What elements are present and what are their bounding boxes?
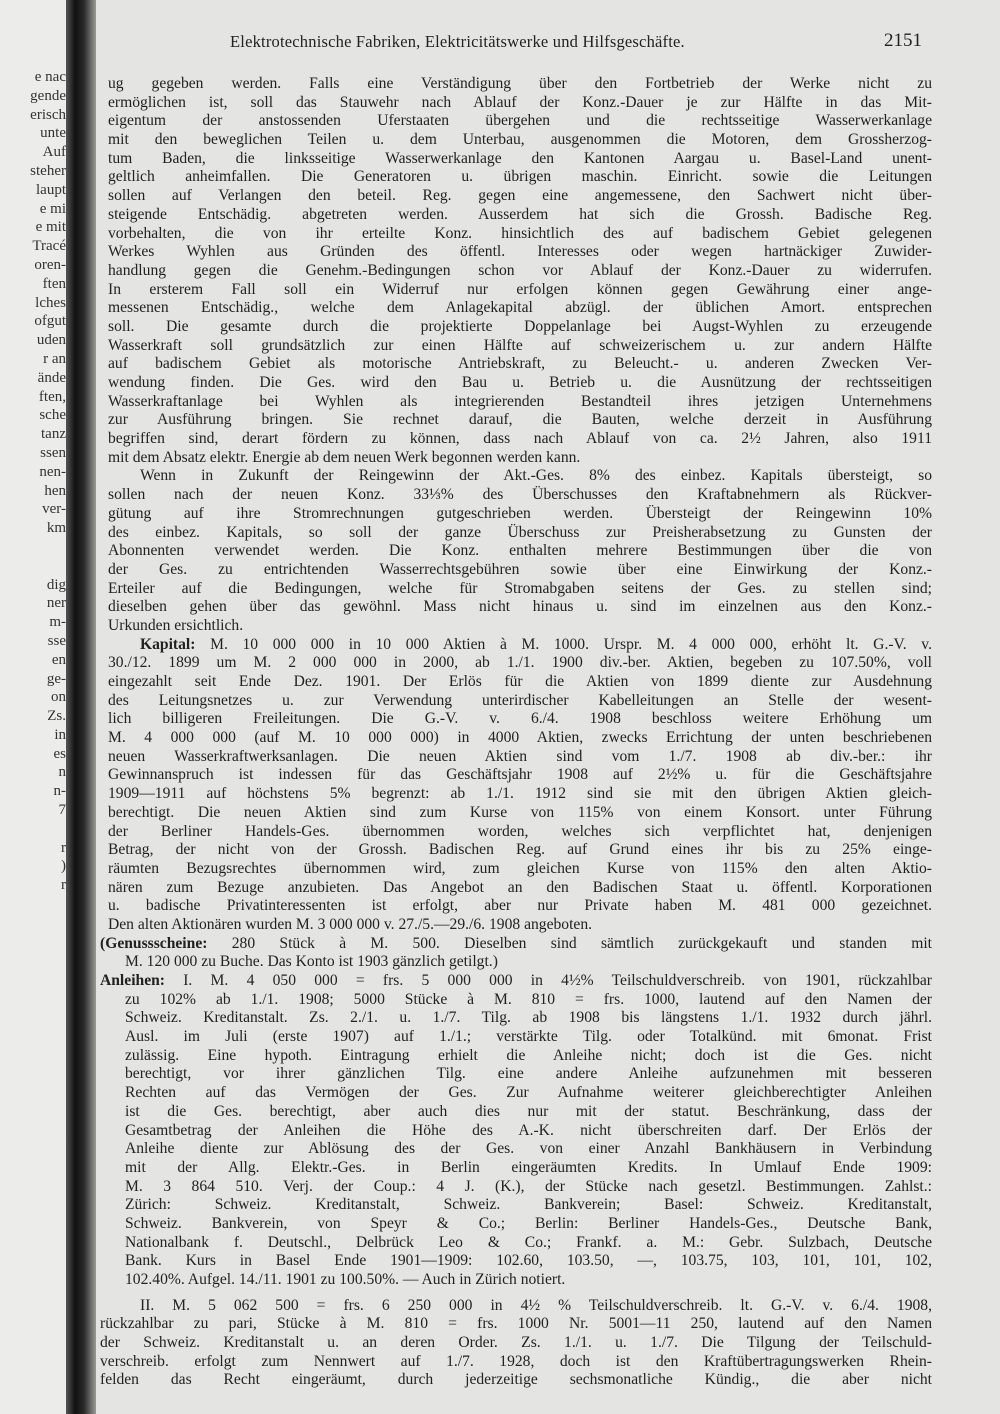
text-line bbox=[108, 206, 932, 225]
margin-fragment: sse bbox=[47, 632, 66, 649]
line-text: Anleihe diente zur Ablösung des der Ges. von einer Anzahl Bankhäusern in Verbindung bbox=[125, 1140, 932, 1158]
text-line bbox=[100, 972, 932, 991]
running-head: Elektrotechnische Fabriken, Elektricitätswerke und Hilfsgeschäfte. bbox=[230, 32, 685, 51]
line-text: In ersterem Fall soll ein Widerruf nur erfolgen können gegen Gewährung einer ange- bbox=[108, 280, 932, 298]
text-line bbox=[108, 337, 932, 356]
text-line bbox=[108, 393, 932, 412]
margin-fragment bbox=[0, 557, 66, 576]
line-text: der Ges. zu entrichtenden Wasserrechtsgebühren sowie über eine Einwirkung der Konz.- bbox=[108, 560, 932, 578]
line-text: der Schweiz. Kreditanstalt u. an deren Order. Zs. 1./1. u. 1./7. Die Tilgung der Teilschuld- bbox=[100, 1334, 932, 1352]
text-line bbox=[108, 299, 932, 318]
line-text: zu 102% ab 1./1. 1908; 5000 Stücke à M. 810 = frs. 1000, lautend auf den Namen der bbox=[125, 990, 932, 1008]
line-text: Gesamtbetrag der Anleihen die Höhe des A.-K. nicht überschreiten darf. Der Erlös der bbox=[125, 1121, 932, 1139]
text-line bbox=[108, 542, 932, 561]
line-text: Schweiz. Bankverein, von Speyr & Co.; Berlin: Berliner Handels-Ges., Deutsche Bank, bbox=[125, 1214, 932, 1232]
text-line bbox=[108, 225, 932, 244]
text-line bbox=[108, 112, 932, 131]
text-line bbox=[108, 1234, 932, 1253]
margin-fragment: steher bbox=[30, 162, 66, 179]
line-text: tum Baden, die linksseitige Wasserwerkanlage den Kantonen Aargau u. Basel-Land unent- bbox=[108, 149, 932, 167]
line-text: Werkes Wyhlen aus Gründen des öffentl. Interesses oder wegen hartnäckiger Zuwider- bbox=[108, 243, 932, 261]
text-line bbox=[108, 1178, 932, 1197]
text-line bbox=[108, 355, 932, 374]
text-line bbox=[108, 748, 932, 767]
text-line bbox=[108, 467, 932, 486]
line-text: Wenn in Zukunft der Reingewinn der Akt.-Ges. 8% des einbez. Kapitals übersteigt, so bbox=[140, 467, 932, 485]
margin-fragment: ften bbox=[42, 275, 66, 292]
text-line bbox=[108, 1084, 932, 1103]
margin-fragment: r an bbox=[43, 350, 66, 367]
text-line bbox=[108, 953, 932, 972]
text-line bbox=[108, 823, 932, 842]
text-line bbox=[100, 1371, 932, 1390]
text-line bbox=[100, 1315, 932, 1334]
margin-fragment bbox=[0, 538, 66, 557]
text-line bbox=[100, 935, 932, 954]
line-text: Nationalbank f. Deutschl., Delbrück Leo & Co.; Frankf. a. M.: Gebr. Sulzbach, Deutsche bbox=[125, 1233, 932, 1251]
line-text: u. badische Privatinteressenten ist erfolgt, aber nur Private haben M. 481 000 gezeichnet. bbox=[108, 897, 932, 915]
line-text: 1909—1911 auf höchstens 5% begrenzt: ab 1./1. 1912 sind sie mit den übrigen Aktien gleich- bbox=[108, 785, 932, 803]
line-text: sollen nach der neuen Konz. 33⅓% des Überschusses den Kraftabnehmern als Rückver- bbox=[108, 486, 932, 504]
line-text: Betrag, der nicht von der Grossh. Badischen Reg. auf Grund eines ihr bis zu 25% einge- bbox=[108, 841, 932, 859]
line-text: Urkunden ersichtlich. bbox=[108, 616, 244, 634]
text-line bbox=[108, 524, 932, 543]
margin-fragment: ge- bbox=[46, 670, 66, 687]
text-line bbox=[108, 897, 932, 916]
text-line bbox=[108, 729, 932, 748]
line-text: I. M. 4 050 000 = frs. 5 000 000 in 4½% Teilschuldverschreib. von 1901, rückzahlbar bbox=[164, 972, 932, 989]
line-text: 102.40%. Aufgel. 14./11. 1901 zu 100.50%. — Auch in Zürich notiert. bbox=[125, 1271, 566, 1288]
text-line bbox=[108, 860, 932, 879]
text-line bbox=[108, 75, 932, 94]
text-line bbox=[108, 598, 932, 617]
margin-fragment: gende bbox=[30, 87, 66, 104]
line-text: felden das Recht eingeräumt, durch jederzeitige sechsmonatliche Kündig., die aber nicht bbox=[100, 1371, 932, 1389]
margin-fragment: ver- bbox=[42, 501, 66, 518]
margin-fragment: r bbox=[61, 877, 66, 894]
line-text: des einbez. Kapitals, so soll der ganze Überschuss zur Preisherabsetzung zu Gunsten der bbox=[108, 523, 932, 541]
text-line bbox=[108, 94, 932, 113]
text-line bbox=[108, 991, 932, 1010]
section-lead: (Genussscheine: bbox=[100, 934, 208, 952]
margin-fragment: laupt bbox=[36, 181, 66, 198]
text-line bbox=[108, 766, 932, 785]
previous-page-fragment bbox=[0, 0, 70, 1414]
text-line bbox=[100, 1334, 932, 1353]
text-line bbox=[108, 1103, 932, 1122]
text-line bbox=[108, 804, 932, 823]
margin-fragment: hen bbox=[44, 482, 66, 499]
line-text: ermöglichen ist, soll das Stauwehr nach Ablauf der Konz.-Dauer je zur Hälfte in das Mit- bbox=[108, 93, 932, 111]
line-text: messenen Entschädig., welche dem Anlagekapital abzügl. der üblichen Amort. entsprechen bbox=[108, 299, 932, 317]
page-body-text bbox=[100, 75, 932, 1390]
line-text: neuen Wasserkraftwerksanlagen. Die neuen Aktien sind vom 1./7. 1908 ab div.-ber.: ihr bbox=[108, 747, 932, 765]
line-text: 30./12. 1899 um M. 2 000 000 in 2000, ab 1./1. 1900 div.-ber. Aktien, begeben zu 107.50%, voll bbox=[108, 654, 932, 672]
margin-fragment: ssen bbox=[40, 444, 66, 461]
line-text: sollen auf Verlangen den beteil. Reg. gegen eine angemessene, den Sachwert nicht über- bbox=[108, 187, 932, 205]
line-text: eigentum der anstossenden Uferstaaten übergehen und die rechtsseitige Wasserwerkanlage bbox=[108, 112, 932, 130]
line-text: Bank. Kurs in Basel Ende 1901—1909: 102.60, 103.50, —, 103.75, 103, 101, 101, 102, bbox=[125, 1252, 932, 1270]
margin-fragment: erisch bbox=[30, 106, 66, 123]
margin-fragment: 7 bbox=[58, 802, 66, 819]
line-text: zur Ausführung bringen. Sie rechnet darauf, die Bauten, welche derzeit in Ausführung bbox=[108, 411, 932, 429]
margin-fragment: n bbox=[58, 764, 66, 781]
line-text: handlung gegen die Genehm.-Bedingungen schon vor Ablauf der Konz.-Dauer zu widerrufen. bbox=[108, 261, 932, 279]
margin-fragment: m- bbox=[49, 614, 66, 631]
line-text: Gewinnanspruch ist indessen für das Geschäftsjahr 1908 auf 2½% u. für die Geschäftsjahre bbox=[108, 766, 932, 784]
text-line bbox=[108, 1252, 932, 1271]
margin-fragment: in bbox=[54, 726, 66, 743]
margin-fragment: en bbox=[51, 651, 66, 668]
margin-fragment: e nac bbox=[34, 69, 66, 85]
text-line bbox=[108, 374, 932, 393]
margin-fragment: ften, bbox=[38, 388, 66, 405]
text-line bbox=[108, 411, 932, 430]
text-line bbox=[108, 841, 932, 860]
line-text: Erteiler auf die Bedingungen, welche für Stromabgaben seitens der Ges. zu stellen sind; bbox=[108, 579, 932, 597]
text-line bbox=[108, 710, 932, 729]
margin-fragment: on bbox=[51, 689, 66, 706]
text-line bbox=[108, 243, 932, 262]
margin-fragment: oren- bbox=[34, 256, 66, 273]
line-text: Ausl. im Juli (erste 1907) auf 1./1.; verstärkte Tilg. oder Totalkünd. mit 6monat. Frist bbox=[125, 1028, 932, 1046]
text-line bbox=[108, 505, 932, 524]
line-text: M. 3 864 510. Verj. der Coup.: 4 J. (K.), der Stücke nach gesetzl. Bestimmungen. Zahlst.: bbox=[125, 1177, 932, 1195]
text-line bbox=[108, 1065, 932, 1084]
line-text: lich billigeren Freileitungen. Die G.-V. v. 6./4. 1908 beschloss weitere Erhöhung um bbox=[108, 710, 932, 728]
margin-fragment: ände bbox=[37, 369, 66, 386]
text-line bbox=[108, 1271, 932, 1290]
margin-fragment: r bbox=[61, 839, 66, 856]
text-line bbox=[108, 1009, 932, 1028]
text-line bbox=[108, 673, 932, 692]
margin-fragment: km bbox=[46, 520, 66, 537]
text-line bbox=[108, 1297, 932, 1316]
line-text: M. 10 000 000 in 10 000 Aktien à M. 1000. Urspr. M. 4 000 000, erhöht lt. G.-V. v. bbox=[195, 635, 932, 653]
margin-fragment: unte bbox=[40, 125, 66, 142]
margin-fragment: uden bbox=[36, 332, 66, 349]
margin-fragment: tanz bbox=[41, 426, 66, 443]
line-text: berechtigt, vor ihrer gänzlichen Tilg. eine andere Anleihe aufzunehmen mit besseren bbox=[125, 1065, 932, 1083]
text-line bbox=[108, 168, 932, 187]
line-text: Abonnenten verwendet werden. Die Konz. enthalten mehrere Bestimmungen über die von bbox=[108, 542, 932, 560]
text-line bbox=[108, 1159, 932, 1178]
margin-fragment: e mi bbox=[39, 200, 66, 217]
margin-fragment: Zs. bbox=[47, 708, 66, 725]
line-text: 280 Stück à M. 500. Dieselben sind sämtlich zurückgekauft und standen mit bbox=[207, 934, 932, 952]
text-line bbox=[108, 580, 932, 599]
line-text: steigende Entschädig. abgetreten werden. Ausserdem hat sich die Grossh. Badische Reg. bbox=[108, 205, 932, 223]
line-text: ist die Ges. berechtigt, aber auch dies nur mit der statut. Beschränkung, dass der bbox=[125, 1102, 932, 1120]
line-text: II. M. 5 062 500 = frs. 6 250 000 in 4½ % Teilschuldverschreib. lt. G.-V. v. 6./4. 1908, bbox=[140, 1296, 932, 1314]
line-text: soll. Die gesamte durch die projektierte Doppelanlage bei Augst-Wyhlen zu erzeugende bbox=[108, 317, 932, 335]
line-text: eingezahlt seit Ende Dez. 1901. Der Erlös für die Aktien von 1899 diente zur Ausdehnung bbox=[108, 673, 932, 690]
margin-fragment: Auf bbox=[42, 144, 66, 161]
margin-fragment: n- bbox=[53, 783, 66, 800]
book-binding-gutter bbox=[66, 0, 96, 1414]
line-text: M. 120 000 zu Buche. Das Konto ist 1903 gänzlich getilgt.) bbox=[125, 953, 498, 971]
line-text: gütung auf ihre Stromrechnungen gutgeschrieben werden. Übersteigt der Reingewinn 10% bbox=[108, 504, 932, 522]
text-line bbox=[108, 617, 932, 636]
line-text: verschreib. erfolgt zum Nennwert auf 1./7. 1928, doch ist den Kraftübertragungswerken Rhein- bbox=[100, 1352, 932, 1370]
previous-page-text bbox=[0, 68, 66, 895]
text-line bbox=[108, 318, 932, 337]
line-text: mit den beweglichen Teilen u. dem Unterbau, ausgenommen die Motoren, dem Grossherzog- bbox=[108, 131, 932, 149]
margin-fragment: ) bbox=[61, 858, 66, 875]
text-line bbox=[108, 561, 932, 580]
line-text: berechtigt. Die neuen Aktien sind zum Kurse von 115% von einem Konsort. unter Führung bbox=[108, 803, 932, 821]
line-text: vorbehalten, die von ihr erteilte Konz. hinsichtlich des auf badischem Gebiet gelegenen bbox=[108, 224, 932, 242]
line-text: Wasserkraftanlage bei Wyhlen als integrierenden Bestandteil ihres jetzigen Unternehmens bbox=[108, 392, 932, 410]
section-lead: Anleihen: bbox=[100, 972, 165, 989]
line-text: mit dem Absatz elektr. Energie ab dem neuen Werk begonnen werden kann. bbox=[108, 448, 581, 466]
text-line bbox=[108, 150, 932, 169]
text-line bbox=[108, 1196, 932, 1215]
margin-fragment: Tracé bbox=[32, 238, 66, 255]
margin-fragment: lches bbox=[35, 294, 66, 311]
margin-fragment bbox=[0, 820, 66, 839]
text-line bbox=[108, 1028, 932, 1047]
text-line bbox=[108, 486, 932, 505]
line-text: Zürich: Schweiz. Kreditanstalt, Schweiz. Bankverein; Basel: Schweiz. Kreditanstalt, bbox=[125, 1196, 932, 1214]
margin-fragment: dig bbox=[46, 576, 66, 593]
text-line bbox=[108, 262, 932, 281]
line-text: M. 4 000 000 (auf M. 10 000 000) in 4000 Aktien, zwecks Errichtung der unten beschriebenen bbox=[108, 729, 932, 747]
line-text: Schweiz. Kreditanstalt. Zs. 2./1. u. 1./7. Tilg. ab 1908 bis längstens 1./1. 1932 durch jährl. bbox=[125, 1009, 932, 1027]
line-text: Wasserkraft soll grundsätzlich zur einen Hälfte auf schweizerischem u. zur andern Hälfte bbox=[108, 336, 932, 354]
margin-fragment: ner bbox=[46, 595, 66, 612]
text-line bbox=[108, 449, 932, 468]
text-line bbox=[108, 281, 932, 300]
line-text: nären zum Bezuge anzubieten. Das Angebot an den Badischen Staat u. öffentl. Korporationen bbox=[108, 878, 932, 896]
text-line bbox=[108, 916, 932, 935]
text-line bbox=[108, 430, 932, 449]
text-line bbox=[108, 187, 932, 206]
text-line bbox=[108, 785, 932, 804]
line-text: Rechten auf das Vermögen der Ges. Zur Aufnahme weiterer gleichberechtigter Anleihen bbox=[125, 1084, 932, 1102]
margin-fragment: es bbox=[53, 745, 66, 762]
text-line bbox=[108, 131, 932, 150]
line-text: ug gegeben werden. Falls eine Verständigung über den Fortbetrieb der Werke nicht zu bbox=[108, 75, 932, 92]
line-text: dieselben gehen über das gewöhnl. Mass nicht hinaus u. sind im einzelnen aus den Konz.- bbox=[108, 598, 932, 616]
line-text: der Berliner Handels-Ges. übernommen worden, welches sich verpflichtet hat, denjenigen bbox=[108, 822, 932, 840]
text-line bbox=[108, 1140, 932, 1159]
line-text: geltlich anheimfallen. Die Generatoren u. übrigen maschin. Einricht. sowie die Leitungen bbox=[108, 168, 932, 186]
line-text: rückzahlbar zu pari, Stücke à M. 810 = frs. 1000 Nr. 5001—11 250, lautend auf den Namen bbox=[100, 1315, 932, 1333]
page-number: 2151 bbox=[884, 30, 922, 51]
text-line bbox=[108, 1047, 932, 1066]
line-text: mit der Allg. Elektr.-Ges. in Berlin eingeräumten Kredits. In Umlauf Ende 1909: bbox=[125, 1158, 932, 1176]
line-text: zulässig. Eine hypoth. Eintragung erhielt die Anleihe nicht; doch ist die Ges. nicht bbox=[125, 1046, 932, 1064]
text-line bbox=[108, 692, 932, 711]
margin-fragment: nen- bbox=[39, 463, 66, 480]
text-line bbox=[108, 1122, 932, 1141]
text-line bbox=[108, 636, 932, 655]
text-line bbox=[108, 654, 932, 673]
margin-fragment: ofgut bbox=[34, 313, 66, 330]
line-text: auf badischem Gebiet als motorische Antriebskraft, zu Beleucht.- u. anderen Zwecken Ver- bbox=[108, 355, 932, 373]
line-text: begriffen sind, derart fördern zu können, dass nach Ablauf von ca. 2½ Jahren, also 1911 bbox=[108, 430, 932, 448]
line-text: Den alten Aktionären wurden M. 3 000 000 v. 27./5.—29./6. 1908 angeboten. bbox=[108, 915, 593, 933]
text-line bbox=[108, 1215, 932, 1234]
line-text: wendung finden. Die Ges. wird den Bau u. Betrieb u. die Ausnützung der rechtsseitigen bbox=[108, 374, 932, 391]
section-lead: Kapital: bbox=[140, 635, 196, 653]
text-line bbox=[108, 879, 932, 898]
margin-fragment: e mit bbox=[35, 219, 66, 236]
line-text: räumten Bezugsrechtes übernommen wird, zum gleichen Kurse von 115% den alten Aktio- bbox=[108, 859, 932, 877]
text-line bbox=[100, 1353, 932, 1372]
margin-fragment: sche bbox=[39, 407, 66, 424]
line-text: des Leitungsnetzes u. zur Verwendung unterirdischer Kabelleitungen an Stelle der wesent- bbox=[108, 691, 932, 709]
